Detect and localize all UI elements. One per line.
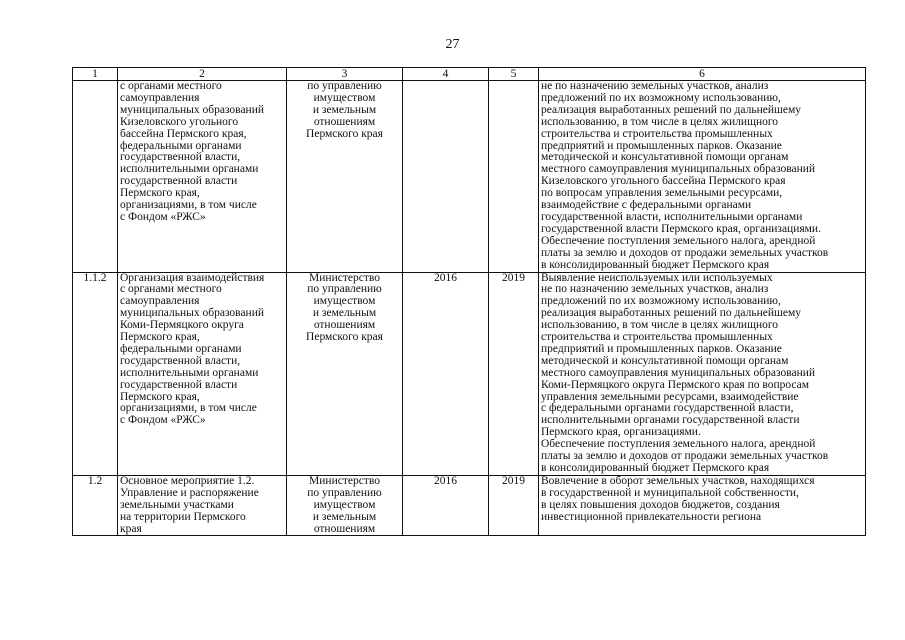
- expected-result-line: Обеспечение поступления земельного налога, арендной: [541, 234, 816, 247]
- expected-result: [539, 272, 866, 475]
- expected-result-line: Кизеловского угольного бассейна Пермского края: [541, 175, 786, 188]
- header-cell-6: 6: [539, 68, 866, 81]
- measure-name: [118, 81, 287, 273]
- expected-result-line: в целях повышения доходов бюджетов, создания: [541, 498, 780, 511]
- expected-result-line: Пермского края, организациями.: [541, 426, 701, 439]
- executor-line: имуществом: [313, 295, 376, 308]
- executor-line: отношениям: [313, 522, 376, 535]
- executor-line: и земельным: [312, 103, 377, 116]
- expected-result-line: строительства и строительства промышленных: [541, 331, 773, 344]
- expected-result-line: государственной власти Пермского края, организациями.: [541, 222, 821, 235]
- executor-line: и земельным: [312, 307, 377, 320]
- expected-result-line: с федеральными органами государственной власти,: [541, 402, 794, 415]
- start-year: [403, 81, 489, 273]
- expected-result-line: исполнительными органами государственной власти: [541, 414, 800, 427]
- measure-name-line: самоуправления: [120, 295, 200, 308]
- measure-name-line: с Фондом «РЖС»: [120, 210, 206, 223]
- measure-name: [118, 475, 287, 536]
- expected-result-line: предложений по их возможному использованию,: [541, 295, 781, 308]
- expected-result-line: методической и консультативной помощи органам: [541, 151, 789, 164]
- executor-line: и земельным: [312, 510, 377, 523]
- measure-name-line: Кизеловского угольного: [120, 115, 239, 128]
- measure-name-line: с органами местного: [120, 80, 222, 92]
- measure-name: [118, 272, 287, 475]
- header-cell-2: 2: [118, 68, 287, 81]
- expected-result-line: государственной власти, исполнительными органами: [541, 210, 803, 223]
- measure-name-line: с органами местного: [120, 283, 222, 296]
- header-cell-4: 4: [403, 68, 489, 81]
- expected-result-line: по вопросам управления земельными ресурсами,: [541, 187, 783, 200]
- expected-result-line: использованию, в том числе в целях жилищного: [541, 115, 779, 128]
- measure-name-line: края: [120, 522, 142, 535]
- measure-name-line: муниципальных образований: [120, 103, 265, 116]
- executor: [287, 272, 403, 475]
- table-row: [73, 475, 866, 536]
- executor-line: по управлению: [307, 486, 382, 499]
- executor-line: имуществом: [313, 91, 376, 104]
- measure-name-line: организациями, в том числе: [120, 199, 257, 212]
- executor-line: Пермского края: [306, 331, 383, 344]
- executor-line: Министерство: [309, 474, 380, 487]
- expected-result-line: платы за землю и доходов от продажи земельных участков: [541, 246, 829, 259]
- measure-name-line: Управление и распоряжение: [120, 486, 259, 499]
- executor-line: отношениям: [313, 115, 376, 128]
- executor: [287, 81, 403, 273]
- expected-result-line: в государственной и муниципальной собственности,: [541, 486, 799, 499]
- measure-name-line: государственной власти,: [120, 151, 241, 164]
- expected-result-line: реализация выработанных решений по дальнейшему: [541, 103, 801, 116]
- expected-result-line: местного самоуправления муниципальных образований: [541, 366, 816, 379]
- expected-result-line: использованию, в том числе в целях жилищного: [541, 319, 779, 332]
- measure-name-line: федеральными органами: [120, 342, 242, 355]
- header-row: [73, 68, 866, 81]
- expected-result-line: методической и консультативной помощи органам: [541, 354, 789, 367]
- measure-name-line: муниципальных образований: [120, 307, 265, 320]
- measure-name-line: Коми-Пермяцкого округа: [120, 319, 244, 332]
- table-row: [73, 81, 866, 273]
- measure-name-line: земельными участками: [120, 498, 234, 511]
- expected-result-line: не по назначению земельных участков, анализ: [541, 283, 769, 296]
- executor-line: Пермского края: [306, 127, 383, 140]
- executor-line: отношениям: [313, 319, 376, 332]
- expected-result: [539, 475, 866, 536]
- measure-name-line: исполнительными органами: [120, 366, 259, 379]
- expected-result-line: предприятий и промышленных парков. Оказание: [541, 342, 782, 355]
- expected-result-line: управления земельными ресурсами, взаимодействие: [541, 390, 799, 403]
- executor: [287, 475, 403, 536]
- measure-name-line: Пермского края,: [120, 390, 200, 403]
- expected-result-line: взаимодействие с федеральными органами: [541, 199, 752, 212]
- table-row: [73, 272, 866, 475]
- expected-result-line: Выявление неиспользуемых или используемых: [541, 271, 773, 284]
- expected-result-line: не по назначению земельных участков, анализ: [541, 80, 769, 92]
- measure-name-line: государственной власти: [120, 175, 238, 188]
- row-number: [73, 81, 118, 273]
- start-year: 2016: [403, 475, 489, 536]
- executor-line: по управлению: [307, 80, 382, 92]
- expected-result-line: Вовлечение в оборот земельных участков, находящихся: [541, 474, 815, 487]
- measure-name-line: государственной власти: [120, 378, 238, 391]
- expected-result-line: предприятий и промышленных парков. Оказание: [541, 139, 782, 152]
- page-number: 27: [445, 37, 460, 52]
- measure-name-line: Пермского края,: [120, 187, 200, 200]
- expected-result-line: строительства и строительства промышленных: [541, 127, 773, 140]
- expected-result-line: Обеспечение поступления земельного налога, арендной: [541, 438, 816, 451]
- measure-name-line: исполнительными органами: [120, 163, 259, 176]
- expected-result-line: предложений по их возможному использованию,: [541, 91, 781, 104]
- expected-result-line: в консолидированный бюджет Пермского края: [541, 258, 770, 271]
- end-year: 2019: [489, 272, 539, 475]
- executor-line: Министерство: [309, 271, 380, 284]
- measure-name-line: организациями, в том числе: [120, 402, 257, 415]
- expected-result-line: Коми-Пермяцкого округа Пермского края по вопросам: [541, 378, 810, 391]
- measure-name-line: самоуправления: [120, 91, 200, 104]
- executor-line: по управлению: [307, 283, 382, 296]
- end-year: [489, 81, 539, 273]
- measure-name-line: на территории Пермского: [120, 510, 246, 523]
- expected-result-line: в консолидированный бюджет Пермского края: [541, 462, 770, 474]
- measure-name-line: Основное мероприятие 1.2.: [120, 474, 255, 487]
- expected-result: [539, 81, 866, 273]
- expected-result-line: инвестиционной привлекательности региона: [541, 510, 762, 523]
- measures-table: [72, 67, 866, 536]
- measure-name-line: с Фондом «РЖС»: [120, 414, 206, 427]
- header-cell-5: 5: [489, 68, 539, 81]
- row-number: 1.1.2: [73, 272, 118, 475]
- expected-result-line: платы за землю и доходов от продажи земельных участков: [541, 450, 829, 463]
- end-year: 2019: [489, 475, 539, 536]
- measure-name-line: федеральными органами: [120, 139, 242, 152]
- start-year: 2016: [403, 272, 489, 475]
- executor-line: имуществом: [313, 498, 376, 511]
- expected-result-line: местного самоуправления муниципальных образований: [541, 163, 816, 176]
- measure-name-line: Пермского края,: [120, 331, 200, 344]
- header-cell-3: 3: [287, 68, 403, 81]
- measure-name-line: государственной власти,: [120, 354, 241, 367]
- header-cell-1: 1: [73, 68, 118, 81]
- expected-result-line: реализация выработанных решений по дальнейшему: [541, 307, 801, 320]
- measure-name-line: Организация взаимодействия: [120, 271, 265, 284]
- measure-name-line: бассейна Пермского края,: [120, 127, 247, 140]
- row-number: 1.2: [73, 475, 118, 536]
